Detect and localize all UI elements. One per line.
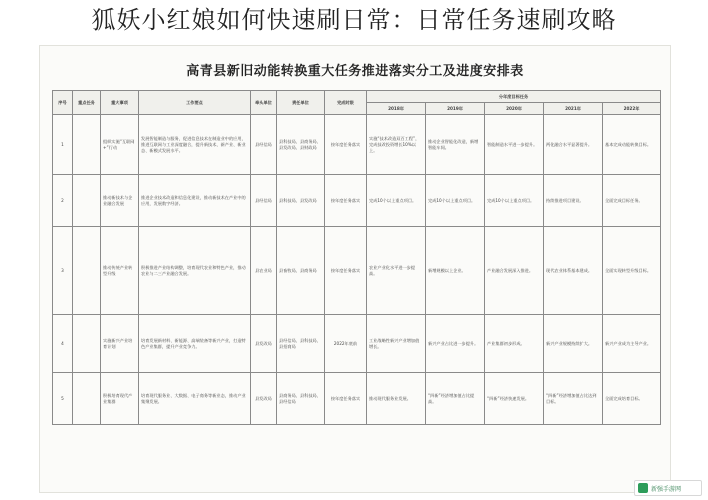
cell-item: 推动新技术与企业融合发展 — [101, 175, 139, 227]
cell-resp: 县经信局、县科技局、县招商局 — [277, 315, 325, 373]
cell-year-target: 全面完成培育目标。 — [603, 373, 661, 425]
cell-deadline: 按年度任务落实 — [325, 115, 367, 175]
cell-key-task — [73, 227, 101, 315]
cell-key-task — [73, 175, 101, 227]
cell-item: 推动传统产业转型升级 — [101, 227, 139, 315]
cell-year-target: “四新”经济增加值占比提高。 — [426, 373, 485, 425]
watermark-text: 新强手游网 — [651, 485, 682, 493]
cell-resp: 县商务局、县科技局、县经信局 — [277, 373, 325, 425]
header-year: 2022年 — [603, 103, 661, 115]
cell-year-target: 全面实现转型升级目标。 — [603, 227, 661, 315]
cell-points: 推进企业技术改造和信息化建设，推动新技术在产业中的应用，发展数字经济。 — [139, 175, 251, 227]
header-work-points: 工作要点 — [139, 91, 251, 115]
cell-year-target: 新兴产业成为主导产业。 — [603, 315, 661, 373]
cell-resp: 县科技局、县发改局 — [277, 175, 325, 227]
header-year: 2021年 — [544, 103, 603, 115]
cell-year-target: 全面完成目标任务。 — [603, 175, 661, 227]
cell-year-target: 农业产业化水平进一步提高。 — [367, 227, 426, 315]
header-year: 2020年 — [485, 103, 544, 115]
cell-year-target: 完成10个以上重点项目。 — [426, 175, 485, 227]
cell-year-target: 推动企业智能化改造，新增智能车间。 — [426, 115, 485, 175]
cell-year-target: 完成10个以上重点项目。 — [367, 175, 426, 227]
cell-year-target: “四新”经济增加值占比达到目标。 — [544, 373, 603, 425]
header-resp-unit: 责任单位 — [277, 91, 325, 115]
cell-points: 发展智能制造与服务，促进信息技术在制造业中的应用，推进互联网与工业深度融合，提升新技术、新产业、新业态、新模式发展水平。 — [139, 115, 251, 175]
header-year: 2018年 — [367, 103, 426, 115]
header-key-task: 重点任务 — [73, 91, 101, 115]
cell-deadline: 按年度任务落实 — [325, 175, 367, 227]
document-image — [40, 46, 670, 492]
table-row — [53, 175, 661, 227]
cell-year-target: 现代农业体系基本建成。 — [544, 227, 603, 315]
cell-year-target: 产业集群初步形成。 — [485, 315, 544, 373]
header-yearly: 分年度目标任务 — [367, 91, 661, 103]
header-major-item: 重大事项 — [101, 91, 139, 115]
task-table — [52, 90, 661, 425]
cell-item: 组织实施“互联网+”行动 — [101, 115, 139, 175]
cell-seq: 2 — [53, 175, 73, 227]
cell-item: 实施新兴产业培育计划 — [101, 315, 139, 373]
cell-year-target: 新增规模以上企业。 — [426, 227, 485, 315]
cell-year-target: 产业融合发展深入推进。 — [485, 227, 544, 315]
cell-lead: 县发改局 — [251, 373, 277, 425]
table-row — [53, 115, 661, 175]
cell-year-target: “四新”经济快速发展。 — [485, 373, 544, 425]
cell-lead: 县农业局 — [251, 227, 277, 315]
cell-deadline: 2022年底前 — [325, 315, 367, 373]
table-row — [53, 227, 661, 315]
cell-seq: 5 — [53, 373, 73, 425]
cell-year-target: 实施“技术改造双百工程”，完成技改投资增长10%以上。 — [367, 115, 426, 175]
cell-deadline: 按年度任务落实 — [325, 373, 367, 425]
cell-deadline: 按年度任务落实 — [325, 227, 367, 315]
cell-year-target: 新兴产业规模持续扩大。 — [544, 315, 603, 373]
cell-seq: 3 — [53, 227, 73, 315]
header-lead-unit: 牵头单位 — [251, 91, 277, 115]
header-seq: 序号 — [53, 91, 73, 115]
cell-seq: 1 — [53, 115, 73, 175]
site-logo-icon — [638, 483, 648, 493]
cell-key-task — [73, 373, 101, 425]
cell-year-target: 完成10个以上重点项目。 — [485, 175, 544, 227]
cell-year-target: 两化融合水平显著提升。 — [544, 115, 603, 175]
table-row — [53, 373, 661, 425]
cell-year-target: 工业战略性新兴产业增加值增长。 — [367, 315, 426, 373]
site-watermark — [634, 480, 702, 496]
cell-year-target: 基本完成动能转换目标。 — [603, 115, 661, 175]
cell-key-task — [73, 115, 101, 175]
cell-resp: 县畜牧局、县商务局 — [277, 227, 325, 315]
cell-lead: 县发改局 — [251, 315, 277, 373]
cell-year-target: 推动现代服务业发展。 — [367, 373, 426, 425]
cell-year-target: 智能制造水平进一步提升。 — [485, 115, 544, 175]
header-deadline: 完成时限 — [325, 91, 367, 115]
article-headline: 狐妖小红娘如何快速刷日常：日常任务速刷攻略 — [91, 6, 617, 34]
cell-points: 积极推进产业结构调整，培育现代农业和特色产业，推动农业与二三产业融合发展。 — [139, 227, 251, 315]
cell-lead: 县经信局 — [251, 175, 277, 227]
cell-year-target: 持续推进项目建设。 — [544, 175, 603, 227]
cell-points: 培育发展新材料、新能源、高端装备等新兴产业，打造特色产业集群，提升产业竞争力。 — [139, 315, 251, 373]
cell-lead: 县经信局 — [251, 115, 277, 175]
cell-item: 积极培育现代产业集群 — [101, 373, 139, 425]
cell-year-target: 新兴产业占比进一步提升。 — [426, 315, 485, 373]
table-row — [53, 315, 661, 373]
cell-seq: 4 — [53, 315, 73, 373]
document-title: 高青县新旧动能转换重大任务推进落实分工及进度安排表 — [186, 64, 524, 79]
cell-key-task — [73, 315, 101, 373]
cell-resp: 县科技局、县商务局、县发改局、县财政局 — [277, 115, 325, 175]
cell-points: 培育现代服务业、大数据、电子商务等新业态，推动产业集聚发展。 — [139, 373, 251, 425]
header-year: 2019年 — [426, 103, 485, 115]
